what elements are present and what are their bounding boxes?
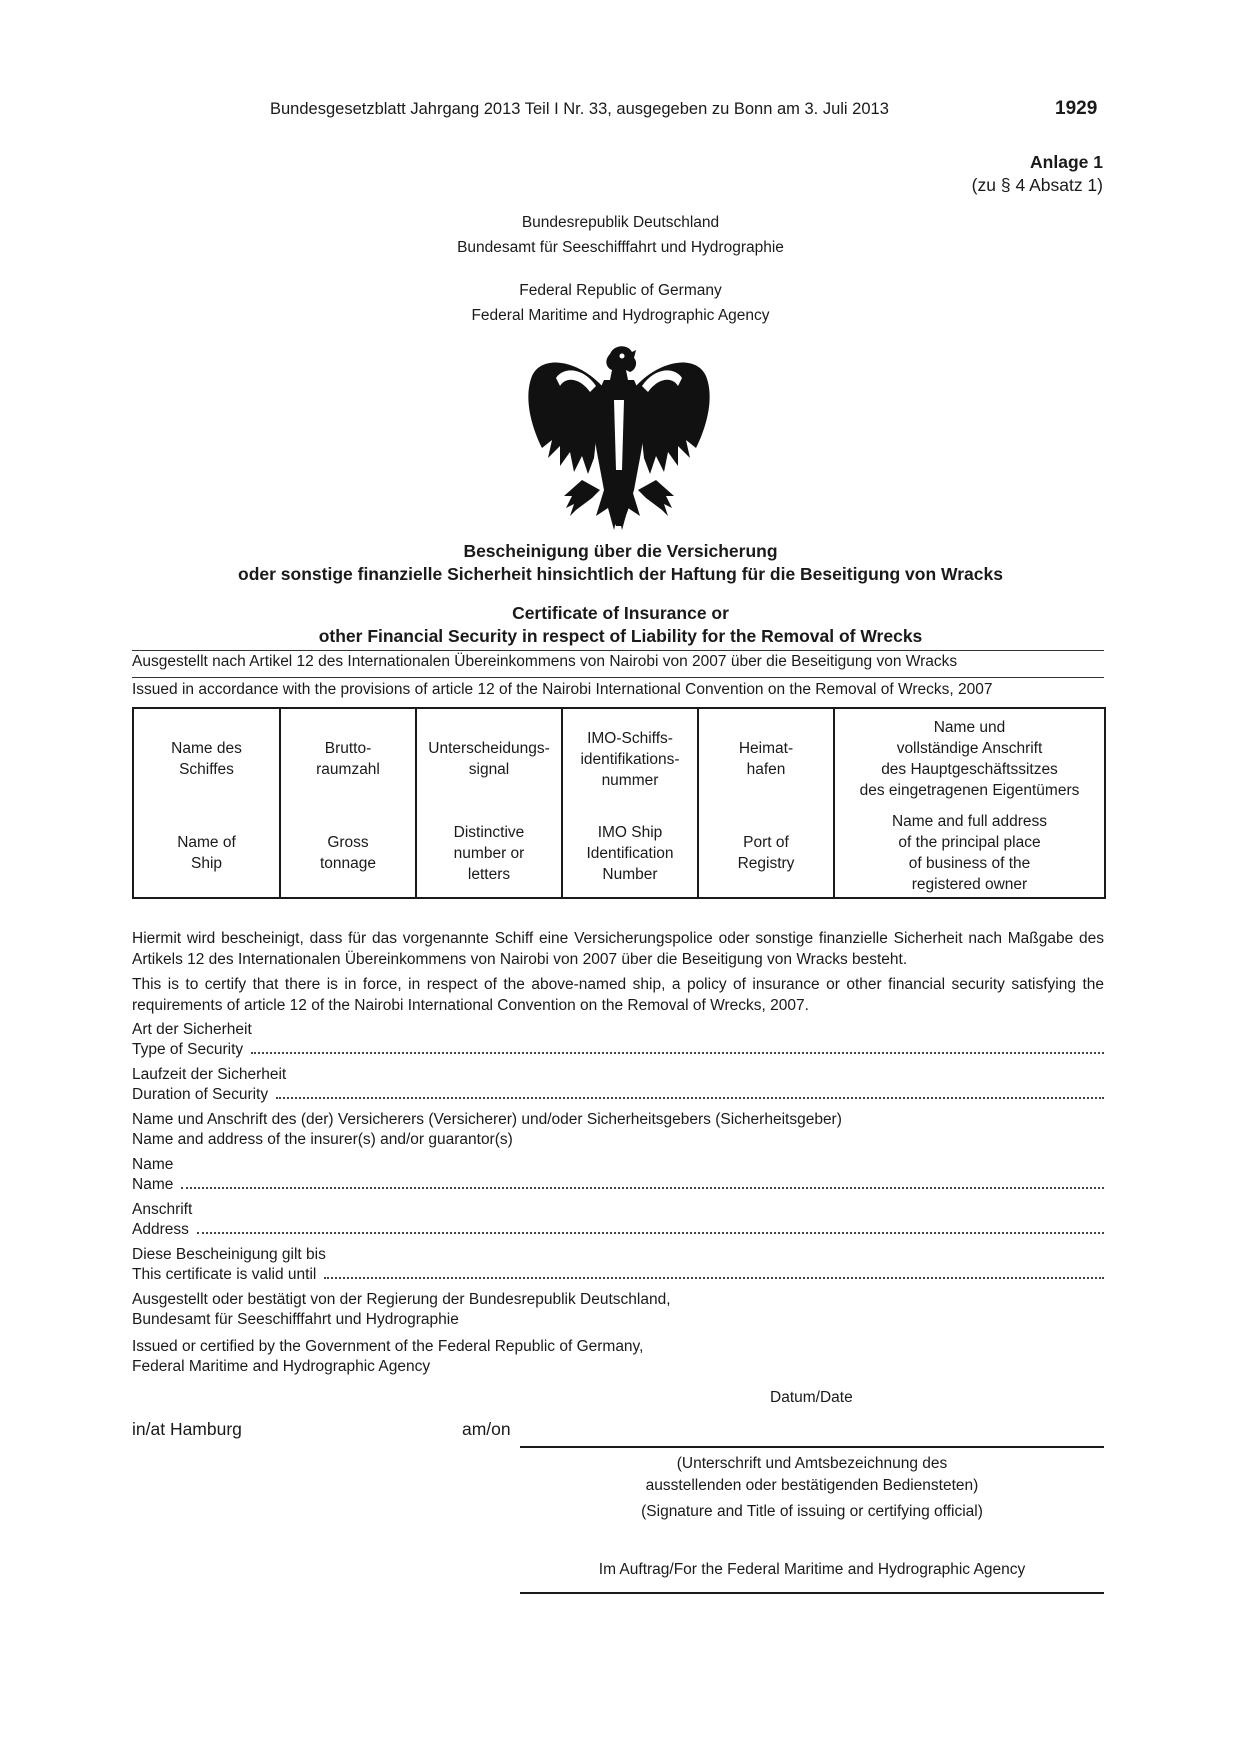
signature-caption-en: (Signature and Title of issuing or certifying official) <box>641 1503 983 1520</box>
insurer-name-field[interactable] <box>132 1155 1104 1195</box>
divider <box>132 650 1104 651</box>
issuer-en-line2: Federal Maritime and Hydrographic Agency <box>471 307 770 324</box>
issued-by-de <box>132 1290 1104 1330</box>
security-type-dotted-line[interactable] <box>251 1040 1104 1054</box>
address-label-de: Anschrift <box>132 1201 193 1218</box>
annex-label: Anlage 1 <box>1030 152 1103 172</box>
issuer-en-line1: Federal Republic of Germany <box>519 282 722 299</box>
insurer-heading <box>132 1110 1104 1150</box>
annex-reference: (zu § 4 Absatz 1) <box>971 175 1103 195</box>
valid-until-label-en: This certificate is valid until <box>132 1266 317 1283</box>
insurer-address-field[interactable] <box>132 1200 1104 1240</box>
col-imo-number-de: IMO-Schiffs- identifikations- nummer <box>562 708 698 809</box>
col-ship-name-en: Name of Ship <box>177 834 236 872</box>
col-distinctive-number-de: Unterscheidungs- signal <box>416 708 562 809</box>
col-port-of-registry-en: Port of Registry <box>698 809 834 898</box>
basis-de: Ausgestellt nach Artikel 12 des Internationalen Übereinkommens von Nairobi von 2007 über die Beseitigung von Wracks <box>132 653 958 670</box>
title-de-line2: oder sonstige finanzielle Sicherheit hinsichtlich der Haftung für die Beseitigung von Wracks <box>238 564 1003 584</box>
on-behalf-label: Im Auftrag/For the Federal Maritime and Hydrographic Agency <box>598 1561 1026 1578</box>
col-gross-tonnage-en: Gross tonnage <box>280 809 416 898</box>
ship-particulars-table <box>132 707 1106 899</box>
security-type-label-en: Type of Security <box>132 1041 244 1058</box>
on-label: am/on <box>462 1419 511 1439</box>
name-dotted-line[interactable] <box>181 1175 1104 1189</box>
signature-caption-de-line2: ausstellenden oder bestätigenden Bediensteten) <box>645 1477 979 1494</box>
title-en-line2: other Financial Security in respect of Liability for the Removal of Wrecks <box>318 626 923 646</box>
issued-de-line2: Bundesamt für Seeschifffahrt und Hydrographie <box>132 1311 459 1328</box>
duration-dotted-line[interactable] <box>276 1085 1104 1099</box>
federal-eagle-icon <box>518 340 718 540</box>
basis-en: Issued in accordance with the provisions of article 12 of the Nairobi International Convention on the Removal of Wrecks, 2007 <box>132 681 993 698</box>
col-owner-address-en: Name and full address of the principal place of business of the registered owner <box>834 809 1105 898</box>
name-label-de: Name <box>132 1156 174 1173</box>
issuer-de-line1: Bundesrepublik Deutschland <box>521 214 720 231</box>
issued-en-line1: Issued or certified by the Government of the Federal Republic of Germany, <box>132 1338 644 1355</box>
insurer-label-de: Name und Anschrift des (der) Versicherers (Versicherer) und/oder Sicherheitsgebers (Sicherheitsgeber) <box>132 1111 842 1128</box>
col-owner-address-de: Name und vollständige Anschrift des Hauptgeschäftssitzes des eingetragenen Eigentümers <box>834 708 1105 809</box>
official-signature-line[interactable] <box>520 1592 1104 1594</box>
date-label: Datum/Date <box>770 1389 853 1406</box>
col-imo-number-en: IMO Ship Identification Number <box>562 809 698 898</box>
valid-until-label-de: Diese Bescheinigung gilt bis <box>132 1246 326 1263</box>
issued-en-line2: Federal Maritime and Hydrographic Agency <box>132 1358 431 1375</box>
name-label-en: Name <box>132 1176 174 1193</box>
issued-de-line1: Ausgestellt oder bestätigt von der Regierung der Bundesrepublik Deutschland, <box>132 1291 671 1308</box>
certify-de: Hiermit wird bescheinigt, dass für das vorgenannte Schiff eine Versicherungspolice oder sonstige finanzielle Sicherheit nach Maßgabe des Artikels 12 des Internationalen Übereinkommens von Nairobi von 2007 über die Beseitigung von Wracks besteht. <box>132 930 1104 968</box>
security-type-field[interactable] <box>132 1020 1104 1060</box>
address-label-en: Address <box>132 1221 189 1238</box>
security-type-label-de: Art der Sicherheit <box>132 1021 252 1038</box>
place-label: in/at Hamburg <box>132 1419 242 1439</box>
certify-en: This is to certify that there is in force, in respect of the above-named ship, a policy of insurance or other financial security satisfying the requirements of article 12 of the Nairobi International Convention on the Removal of Wrecks, 2007. <box>132 976 1104 1014</box>
col-distinctive-number-en: Distinctive number or letters <box>416 809 562 898</box>
duration-field[interactable] <box>132 1065 1104 1105</box>
signature-caption-de-line1: (Unterschrift und Amtsbezeichnung des <box>676 1455 948 1472</box>
page-number: 1929 <box>1055 98 1098 119</box>
divider <box>132 677 1104 678</box>
duration-label-de: Laufzeit der Sicherheit <box>132 1066 287 1083</box>
insurer-label-en: Name and address of the insurer(s) and/or guarantor(s) <box>132 1131 513 1148</box>
issued-by-en <box>132 1337 1104 1377</box>
title-de-line1: Bescheinigung über die Versicherung <box>463 541 778 561</box>
signature-line[interactable] <box>520 1446 1104 1448</box>
issuer-de-line2: Bundesamt für Seeschifffahrt und Hydrographie <box>457 239 784 256</box>
col-port-of-registry-de: Heimat- hafen <box>698 708 834 809</box>
col-gross-tonnage-de: Brutto- raumzahl <box>280 708 416 809</box>
duration-label-en: Duration of Security <box>132 1086 269 1103</box>
valid-until-field[interactable] <box>132 1245 1104 1285</box>
valid-until-dotted-line[interactable] <box>324 1265 1104 1279</box>
title-en-line1: Certificate of Insurance or <box>512 603 729 623</box>
running-head: Bundesgesetzblatt Jahrgang 2013 Teil I Nr. 33, ausgegeben zu Bonn am 3. Juli 2013 <box>270 100 889 118</box>
col-ship-name-de: Name des Schiffes <box>171 740 242 778</box>
address-dotted-line[interactable] <box>197 1220 1104 1234</box>
